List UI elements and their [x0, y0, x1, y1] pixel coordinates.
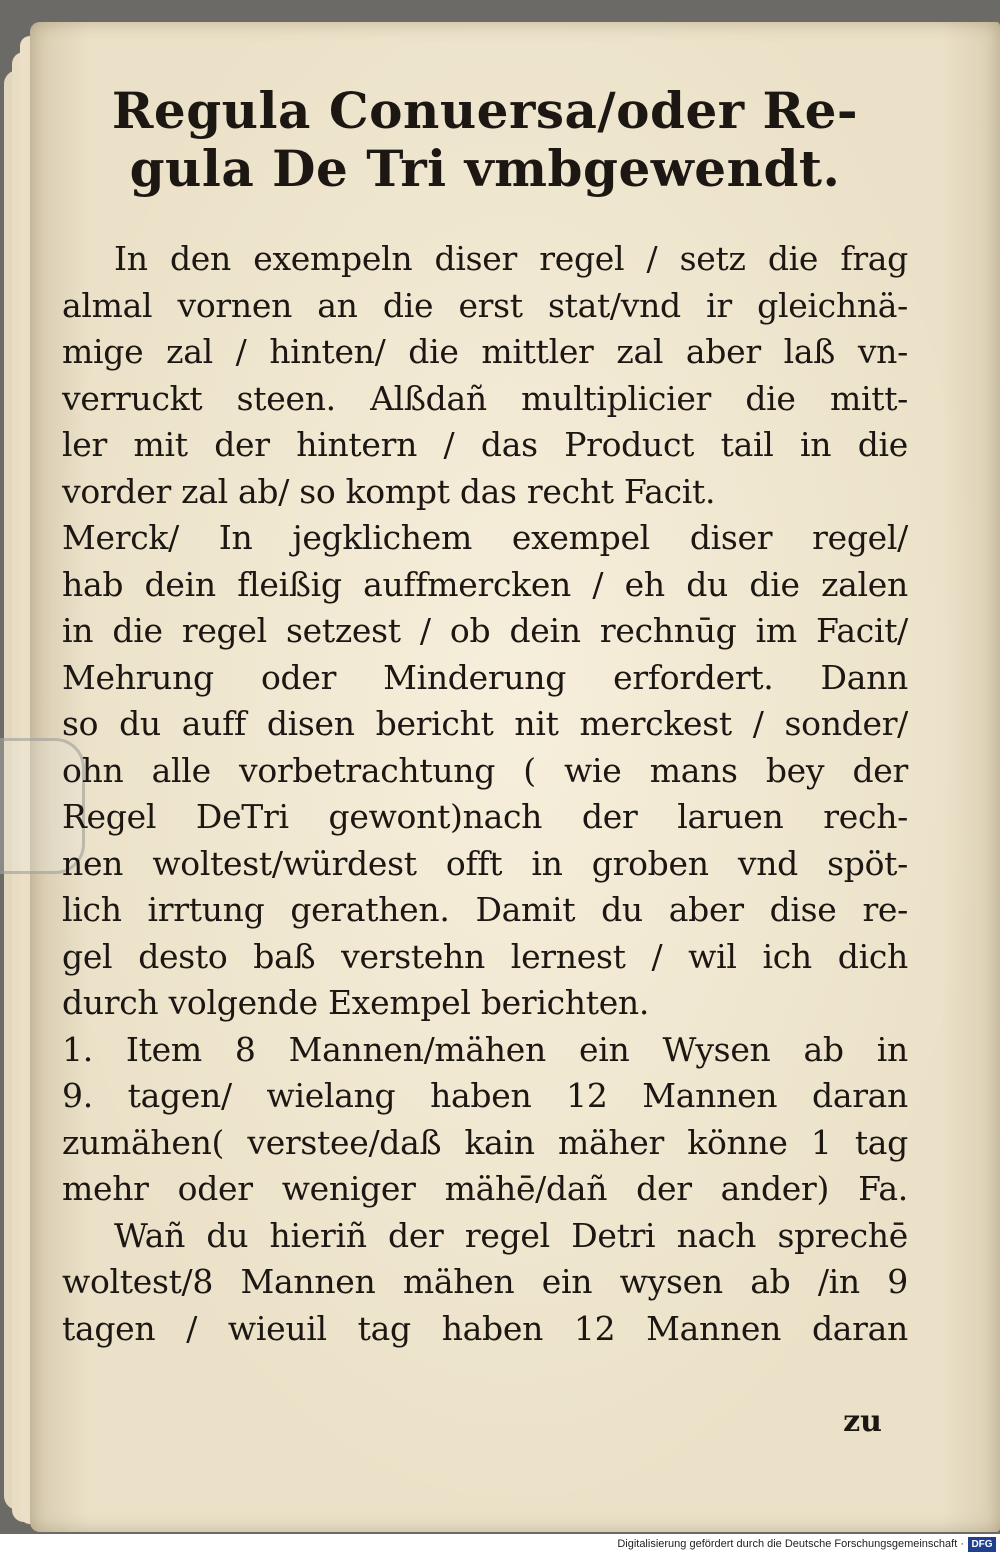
body-text: [62, 236, 908, 1352]
heading-line: Regula Conuersa/oder Re-: [111, 81, 859, 140]
text-line: In den exempeln diser regel / setz die frag: [114, 239, 908, 278]
dfg-logo: DFG: [968, 1537, 996, 1552]
text-line: 1. Item 8 Mannen/mähen ein Wysen ab in: [62, 1029, 908, 1069]
text-line: ohn alle vorbetrachtung ( wie mans bey der: [62, 750, 908, 790]
text-line: mige zal / hinten/ die mittler zal aber laß vn-: [62, 332, 908, 371]
text-line: hab dein fleißig auffmercken / eh du die zalen: [62, 564, 908, 604]
text-line: almal vornen an die erst stat/vnd ir gleichnä-: [62, 285, 908, 325]
text-line: woltest/8 Mannen mähen ein wysen ab /in 9: [62, 1262, 908, 1301]
text-line: gel desto baß verstehn lernest / wil ich dich: [62, 936, 908, 976]
heading-line: gula De Tri vmbgewendt.: [129, 139, 841, 198]
text-line: nen woltest/würdest offt in groben vnd spöt-: [62, 843, 908, 883]
text-line: verruckt steen. Alßdañ multiplicier die mitt-: [62, 378, 908, 418]
text-line: 9. tagen/ wielang haben 12 Mannen daran: [62, 1076, 908, 1115]
text-line: Mehrung oder Minderung erfordert. Dann: [62, 657, 908, 697]
text-line: vorder zal ab/ so kompt das recht Facit.: [62, 471, 716, 511]
text-line: durch volgende Exempel berichten.: [62, 983, 650, 1022]
text-line: tagen / wieuil tag haben 12 Mannen daran: [62, 1308, 908, 1348]
footer-bar: [0, 1534, 1000, 1556]
catchword: zu: [843, 1404, 882, 1439]
text-line: so du auff disen bericht nit merckest / sonder/: [62, 704, 908, 743]
text-line: in die regel setzest / ob dein rechnūg im Facit/: [62, 611, 908, 650]
text-line: Wañ du hieriñ der regel Detri nach sprechē: [114, 1215, 908, 1255]
text-line: zumähen( verstee/daß kain mäher könne 1 tag: [62, 1122, 908, 1162]
page-heading: [62, 82, 908, 198]
text-line: Merck/ In jegklichem exempel diser regel/: [62, 518, 908, 557]
funding-credit: Digitalisierung gefördert durch die Deutsche Forschungsgemeinschaft ·: [617, 1538, 964, 1550]
text-line: lich irrtung gerathen. Damit du aber dise re-: [62, 890, 908, 929]
text-line: ler mit der hintern / das Product tail in die: [62, 425, 908, 464]
text-line: mehr oder weniger mähē/dañ der ander) Fa.: [62, 1169, 908, 1208]
text-line: Regel DeTri gewont)nach der laruen rech-: [62, 797, 908, 836]
